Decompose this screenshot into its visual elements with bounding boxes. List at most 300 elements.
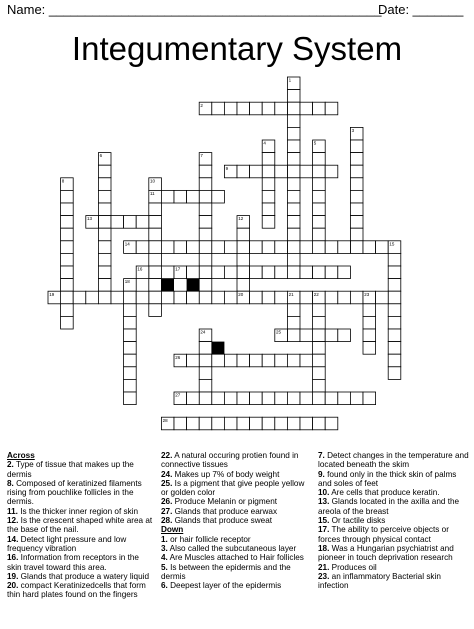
grid-cell[interactable] bbox=[224, 417, 237, 430]
clue-number: 9. bbox=[318, 469, 325, 479]
clue-number-label: 18 bbox=[124, 279, 130, 285]
grid-cell[interactable] bbox=[300, 102, 313, 115]
grid-cell[interactable] bbox=[300, 165, 313, 178]
grid-cell[interactable] bbox=[262, 392, 275, 405]
clue-item bbox=[318, 544, 470, 563]
grid-cell[interactable] bbox=[199, 203, 212, 216]
grid-cell[interactable] bbox=[212, 190, 225, 203]
clue-number-label: 3 bbox=[351, 128, 355, 133]
grid-cell[interactable] bbox=[61, 253, 74, 266]
grid-cell[interactable] bbox=[149, 253, 162, 266]
grid-cell[interactable] bbox=[98, 266, 111, 279]
grid-cell[interactable] bbox=[262, 203, 275, 216]
grid-cell[interactable] bbox=[61, 266, 74, 279]
grid-cell[interactable] bbox=[313, 417, 326, 430]
grid-cell[interactable] bbox=[199, 367, 212, 380]
grid-cell[interactable] bbox=[124, 316, 137, 329]
grid-cell[interactable] bbox=[287, 165, 300, 178]
clue-number: 1. bbox=[161, 534, 168, 544]
clue-number-label: 11 bbox=[150, 191, 155, 196]
grid-cell[interactable] bbox=[250, 354, 263, 367]
grid-cell[interactable] bbox=[124, 291, 137, 304]
grid-cell[interactable] bbox=[287, 90, 300, 103]
grid-cell[interactable] bbox=[388, 354, 401, 367]
grid-cell[interactable] bbox=[199, 178, 212, 191]
down-clue-list-continued bbox=[318, 451, 470, 590]
grid-cell[interactable] bbox=[287, 140, 300, 153]
grid-cell[interactable] bbox=[124, 392, 137, 405]
grid-cell[interactable] bbox=[250, 291, 263, 304]
grid-cell[interactable] bbox=[98, 253, 111, 266]
grid-cell[interactable] bbox=[287, 241, 300, 254]
grid-cell[interactable] bbox=[61, 216, 74, 229]
grid-cell[interactable] bbox=[237, 417, 250, 430]
grid-cell[interactable] bbox=[124, 329, 137, 342]
grid-cell[interactable] bbox=[325, 102, 338, 115]
grid-cell[interactable] bbox=[73, 291, 86, 304]
grid-cell[interactable] bbox=[350, 241, 363, 254]
grid-cell[interactable] bbox=[212, 392, 225, 405]
grid-cell[interactable] bbox=[199, 291, 212, 304]
clue-number: 22. bbox=[161, 451, 173, 460]
grid-cell[interactable] bbox=[388, 342, 401, 355]
grid-cell[interactable] bbox=[250, 102, 263, 115]
grid-cell[interactable] bbox=[313, 228, 326, 241]
grid-cell[interactable] bbox=[136, 241, 149, 254]
clue-item bbox=[318, 488, 470, 497]
grid-cell[interactable] bbox=[325, 392, 338, 405]
clue-text: Glands that produce a watery liquid bbox=[18, 571, 150, 581]
clue-number: 24. bbox=[161, 469, 173, 479]
clue-number: 26. bbox=[161, 497, 173, 507]
clue-item bbox=[7, 479, 155, 507]
grid-cell[interactable] bbox=[199, 379, 212, 392]
clue-number-label: 1 bbox=[288, 77, 292, 83]
grid-cell[interactable] bbox=[363, 316, 376, 329]
grid-cell[interactable] bbox=[313, 316, 326, 329]
grid-cell[interactable] bbox=[350, 165, 363, 178]
grid-cell[interactable] bbox=[275, 417, 288, 430]
grid-cell[interactable] bbox=[338, 291, 351, 304]
down-clue-list bbox=[161, 535, 311, 591]
grid-cell[interactable] bbox=[275, 165, 288, 178]
clue-text: compact Keratinizedcells that form thin hard plates found on the fingers bbox=[7, 581, 146, 600]
page-title: Integumentary System bbox=[71, 30, 403, 67]
grid-cell[interactable] bbox=[388, 279, 401, 292]
grid-cell[interactable] bbox=[350, 291, 363, 304]
grid-cell[interactable] bbox=[250, 417, 263, 430]
grid-cell[interactable] bbox=[350, 190, 363, 203]
grid-cell[interactable] bbox=[313, 392, 326, 405]
grid-cell[interactable] bbox=[287, 115, 300, 128]
grid-cell[interactable] bbox=[388, 316, 401, 329]
grid-cell[interactable] bbox=[224, 102, 237, 115]
grid-cell[interactable] bbox=[338, 266, 351, 279]
date-field-label: Date: _______ bbox=[378, 2, 464, 17]
grid-cell[interactable] bbox=[174, 190, 187, 203]
grid-cell[interactable] bbox=[224, 354, 237, 367]
grid-cell[interactable] bbox=[388, 304, 401, 317]
grid-cell[interactable] bbox=[363, 329, 376, 342]
grid-cell[interactable] bbox=[124, 354, 137, 367]
grid-cell[interactable] bbox=[313, 216, 326, 229]
grid-cell[interactable] bbox=[350, 203, 363, 216]
grid-cell[interactable] bbox=[161, 291, 174, 304]
grid-cell[interactable] bbox=[300, 392, 313, 405]
grid-cell[interactable] bbox=[363, 241, 376, 254]
clue-text: or hair follicle receptor bbox=[167, 534, 251, 544]
grid-cell[interactable] bbox=[98, 190, 111, 203]
clue-text: Information from receptors in the skin travel toward this area. bbox=[7, 553, 139, 572]
grid-cell[interactable] bbox=[187, 266, 200, 279]
clue-text: Was a Hungarian psychiatrist and pioneer in touch deprivation research bbox=[318, 543, 454, 563]
grid-cell[interactable] bbox=[61, 316, 74, 329]
clue-number-label: 14 bbox=[124, 241, 130, 247]
grid-cell[interactable] bbox=[237, 392, 250, 405]
across-heading: Across bbox=[7, 451, 35, 460]
grid-cell[interactable] bbox=[124, 216, 137, 229]
grid-cell[interactable] bbox=[98, 216, 111, 229]
grid-cell[interactable] bbox=[187, 354, 200, 367]
grid-cell[interactable] bbox=[376, 241, 389, 254]
grid-cell[interactable] bbox=[224, 392, 237, 405]
grid-cell[interactable] bbox=[136, 216, 149, 229]
grid-cell[interactable] bbox=[350, 140, 363, 153]
grid-cell[interactable] bbox=[61, 291, 74, 304]
grid-cell[interactable] bbox=[287, 178, 300, 191]
clue-item bbox=[318, 470, 470, 489]
grid-cell[interactable] bbox=[237, 165, 250, 178]
grid-cell[interactable] bbox=[161, 241, 174, 254]
grid-cell[interactable] bbox=[61, 228, 74, 241]
grid-cell[interactable] bbox=[262, 241, 275, 254]
grid-cell[interactable] bbox=[61, 279, 74, 292]
grid-cell[interactable] bbox=[287, 329, 300, 342]
grid-cell[interactable] bbox=[275, 291, 288, 304]
grid-cell[interactable] bbox=[237, 266, 250, 279]
grid-cell[interactable] bbox=[338, 329, 351, 342]
grid-cell[interactable] bbox=[224, 291, 237, 304]
grid-cell[interactable] bbox=[199, 228, 212, 241]
grid-cell[interactable] bbox=[98, 165, 111, 178]
grid-cell[interactable] bbox=[325, 329, 338, 342]
grid-cell[interactable] bbox=[287, 102, 300, 115]
grid-cell[interactable] bbox=[237, 354, 250, 367]
grid-cell[interactable] bbox=[98, 279, 111, 292]
grid-cell[interactable] bbox=[313, 367, 326, 380]
clue-item bbox=[161, 470, 311, 479]
grid-cell[interactable] bbox=[98, 291, 111, 304]
grid-cell[interactable] bbox=[287, 127, 300, 140]
grid-cell[interactable] bbox=[300, 329, 313, 342]
grid-cell[interactable] bbox=[287, 253, 300, 266]
grid-cell[interactable] bbox=[262, 417, 275, 430]
clue-item bbox=[7, 460, 155, 479]
clue-number: 20. bbox=[7, 581, 19, 591]
grid-cell[interactable] bbox=[98, 228, 111, 241]
grid-cell[interactable] bbox=[199, 241, 212, 254]
grid-cell[interactable] bbox=[313, 203, 326, 216]
grid-cell[interactable] bbox=[287, 216, 300, 229]
grid-cell[interactable] bbox=[313, 165, 326, 178]
grid-cell[interactable] bbox=[388, 266, 401, 279]
grid-cell[interactable] bbox=[199, 216, 212, 229]
grid-cell[interactable] bbox=[250, 392, 263, 405]
clue-item bbox=[161, 535, 311, 544]
grid-cell[interactable] bbox=[199, 392, 212, 405]
clue-item bbox=[161, 581, 311, 590]
grid-cell[interactable] bbox=[287, 316, 300, 329]
clue-text: Detect changes in the temperature and located beneath the skim bbox=[318, 451, 469, 470]
clue-number: 6. bbox=[161, 581, 168, 591]
clue-number-label: 4 bbox=[263, 140, 266, 146]
clue-number-label: 24 bbox=[200, 329, 206, 335]
grid-cell[interactable] bbox=[237, 102, 250, 115]
grid-cell[interactable] bbox=[275, 266, 288, 279]
grid-cell[interactable] bbox=[262, 102, 275, 115]
clue-item bbox=[318, 525, 470, 544]
grid-cell[interactable] bbox=[262, 266, 275, 279]
grid-cell[interactable] bbox=[313, 342, 326, 355]
grid-cell[interactable] bbox=[313, 379, 326, 392]
grid-cell[interactable] bbox=[124, 367, 137, 380]
grid-cell[interactable] bbox=[325, 266, 338, 279]
grid-cell[interactable] bbox=[149, 228, 162, 241]
grid-cell[interactable] bbox=[250, 266, 263, 279]
clue-number-label: 17 bbox=[175, 266, 181, 272]
grid-cell[interactable] bbox=[149, 203, 162, 216]
grid-cell[interactable] bbox=[149, 216, 162, 229]
grid-cell[interactable] bbox=[187, 190, 200, 203]
grid-cell[interactable] bbox=[350, 216, 363, 229]
grid-cell[interactable] bbox=[325, 291, 338, 304]
grid-cell[interactable] bbox=[300, 291, 313, 304]
grid-cell[interactable] bbox=[98, 203, 111, 216]
clue-text: Produce Melanin or pigment bbox=[172, 497, 278, 507]
grid-cell[interactable] bbox=[262, 216, 275, 229]
clue-number: 11. bbox=[7, 506, 18, 516]
grid-cell[interactable] bbox=[61, 304, 74, 317]
grid-cell[interactable] bbox=[199, 279, 212, 292]
grid-cell[interactable] bbox=[199, 266, 212, 279]
clue-item bbox=[161, 563, 311, 582]
grid-cell[interactable] bbox=[275, 354, 288, 367]
clue-item bbox=[7, 553, 155, 572]
grid-cell[interactable] bbox=[149, 266, 162, 279]
grid-cell[interactable] bbox=[350, 153, 363, 166]
name-field-label: Name: ______________________________________________ bbox=[7, 2, 382, 17]
grid-cell[interactable] bbox=[262, 178, 275, 191]
grid-cell[interactable] bbox=[61, 190, 74, 203]
grid-cell[interactable] bbox=[388, 291, 401, 304]
grid-cell[interactable] bbox=[363, 304, 376, 317]
grid-cell[interactable] bbox=[287, 392, 300, 405]
grid-cell[interactable] bbox=[199, 417, 212, 430]
grid-cell[interactable] bbox=[161, 266, 174, 279]
clue-number: 7. bbox=[318, 451, 325, 460]
clue-number-label: 7 bbox=[200, 153, 203, 159]
grid-cell[interactable] bbox=[237, 279, 250, 292]
clue-text: Also called the subcutaneous layer bbox=[167, 543, 297, 553]
grid-cell[interactable] bbox=[86, 291, 99, 304]
grid-cell[interactable] bbox=[388, 253, 401, 266]
grid-cell[interactable] bbox=[237, 241, 250, 254]
grid-cell[interactable] bbox=[174, 241, 187, 254]
grid-cell[interactable] bbox=[98, 241, 111, 254]
grid-cell[interactable] bbox=[313, 102, 326, 115]
grid-cell[interactable] bbox=[313, 190, 326, 203]
clue-item bbox=[7, 516, 155, 535]
grid-cell[interactable] bbox=[287, 228, 300, 241]
clues-column-3 bbox=[318, 451, 470, 590]
grid-cell[interactable] bbox=[313, 153, 326, 166]
grid-cell[interactable] bbox=[187, 241, 200, 254]
grid-cell[interactable] bbox=[325, 417, 338, 430]
grid-cell[interactable] bbox=[199, 253, 212, 266]
clue-item bbox=[7, 507, 155, 516]
grid-cell[interactable] bbox=[212, 291, 225, 304]
grid-cell[interactable] bbox=[262, 291, 275, 304]
grid-cell[interactable] bbox=[61, 241, 74, 254]
grid-cell[interactable] bbox=[275, 102, 288, 115]
clue-number-label: 22 bbox=[313, 291, 319, 297]
grid-cell[interactable] bbox=[313, 178, 326, 191]
grid-cell[interactable] bbox=[224, 241, 237, 254]
grid-cell[interactable] bbox=[287, 203, 300, 216]
grid-cell[interactable] bbox=[313, 241, 326, 254]
grid-cell[interactable] bbox=[313, 354, 326, 367]
grid-cell[interactable] bbox=[287, 153, 300, 166]
grid-cell[interactable] bbox=[313, 266, 326, 279]
grid-cell[interactable] bbox=[149, 304, 162, 317]
clue-item bbox=[161, 507, 311, 516]
grid-cell[interactable] bbox=[149, 241, 162, 254]
clue-text: Type of tissue that makes up the dermis bbox=[7, 460, 134, 479]
clue-number-label: 26 bbox=[175, 354, 181, 360]
black-square bbox=[212, 342, 225, 355]
grid-cell[interactable] bbox=[174, 417, 187, 430]
clue-text: Produces oil bbox=[329, 562, 377, 572]
grid-cell[interactable] bbox=[287, 266, 300, 279]
grid-cell[interactable] bbox=[124, 342, 137, 355]
grid-cell[interactable] bbox=[275, 392, 288, 405]
grid-cell[interactable] bbox=[287, 190, 300, 203]
clue-item bbox=[161, 451, 311, 470]
grid-cell[interactable] bbox=[300, 266, 313, 279]
grid-cell[interactable] bbox=[161, 190, 174, 203]
grid-cell[interactable] bbox=[300, 354, 313, 367]
grid-cell[interactable] bbox=[187, 291, 200, 304]
grid-cell[interactable] bbox=[136, 291, 149, 304]
grid-cell[interactable] bbox=[325, 241, 338, 254]
grid-cell[interactable] bbox=[300, 241, 313, 254]
grid-cell[interactable] bbox=[224, 266, 237, 279]
grid-cell[interactable] bbox=[287, 304, 300, 317]
grid-cell[interactable] bbox=[111, 216, 124, 229]
clue-number-label: 6 bbox=[99, 153, 103, 159]
grid-cell[interactable] bbox=[287, 417, 300, 430]
grid-cell[interactable] bbox=[313, 329, 326, 342]
grid-cell[interactable] bbox=[212, 266, 225, 279]
grid-cell[interactable] bbox=[262, 354, 275, 367]
grid-cell[interactable] bbox=[124, 379, 137, 392]
grid-cell[interactable] bbox=[313, 304, 326, 317]
clue-number-label: 2 bbox=[200, 102, 203, 108]
grid-cell[interactable] bbox=[212, 417, 225, 430]
grid-cell[interactable] bbox=[61, 203, 74, 216]
clue-text: Is the thicker inner region of skin bbox=[17, 506, 139, 516]
grid-cell[interactable] bbox=[199, 354, 212, 367]
grid-cell[interactable] bbox=[275, 241, 288, 254]
grid-cell[interactable] bbox=[325, 165, 338, 178]
grid-cell[interactable] bbox=[212, 102, 225, 115]
clue-text: Is the crescent shaped white area at the base of the nail. bbox=[7, 516, 153, 535]
grid-cell[interactable] bbox=[300, 417, 313, 430]
black-square bbox=[187, 279, 200, 292]
clue-number-label: 28 bbox=[162, 417, 168, 423]
grid-cell[interactable] bbox=[388, 329, 401, 342]
grid-cell[interactable] bbox=[149, 291, 162, 304]
grid-cell[interactable] bbox=[250, 165, 263, 178]
grid-cell[interactable] bbox=[111, 291, 124, 304]
grid-cell[interactable] bbox=[338, 241, 351, 254]
grid-cell[interactable] bbox=[388, 367, 401, 380]
grid-cell[interactable] bbox=[199, 165, 212, 178]
grid-cell[interactable] bbox=[212, 354, 225, 367]
black-square bbox=[161, 279, 174, 292]
grid-cell[interactable] bbox=[212, 241, 225, 254]
grid-cell[interactable] bbox=[363, 392, 376, 405]
clue-number: 17. bbox=[318, 525, 330, 535]
grid-cell[interactable] bbox=[287, 354, 300, 367]
grid-cell[interactable] bbox=[350, 392, 363, 405]
clue-number: 15. bbox=[318, 516, 330, 526]
grid-cell[interactable] bbox=[124, 304, 137, 317]
clue-number: 21. bbox=[318, 562, 330, 572]
grid-cell[interactable] bbox=[363, 342, 376, 355]
clue-number-label: 5 bbox=[313, 140, 317, 146]
clue-item bbox=[161, 553, 311, 562]
clue-number: 13. bbox=[318, 497, 330, 507]
grid-cell[interactable] bbox=[250, 241, 263, 254]
grid-cell[interactable] bbox=[237, 253, 250, 266]
clue-text: Are cells that produce keratin. bbox=[329, 488, 440, 498]
clue-number: 10. bbox=[318, 488, 330, 498]
grid-cell[interactable] bbox=[98, 178, 111, 191]
grid-cell[interactable] bbox=[350, 228, 363, 241]
grid-cell[interactable] bbox=[187, 392, 200, 405]
grid-cell[interactable] bbox=[262, 190, 275, 203]
clue-text: Detect light pressure and low frequency vibration bbox=[7, 534, 127, 553]
grid-cell[interactable] bbox=[350, 178, 363, 191]
grid-cell[interactable] bbox=[187, 417, 200, 430]
clue-item bbox=[318, 516, 470, 525]
grid-cell[interactable] bbox=[338, 392, 351, 405]
grid-cell[interactable] bbox=[262, 153, 275, 166]
grid-cell[interactable] bbox=[376, 291, 389, 304]
clue-number: 3. bbox=[161, 543, 168, 553]
grid-cell[interactable] bbox=[149, 279, 162, 292]
grid-cell[interactable] bbox=[237, 228, 250, 241]
clue-text: The ability to perceive objects or forces through physical contact bbox=[318, 525, 449, 544]
grid-cell[interactable] bbox=[174, 291, 187, 304]
grid-cell[interactable] bbox=[199, 190, 212, 203]
grid-cell[interactable] bbox=[262, 165, 275, 178]
clue-number-label: 25 bbox=[276, 329, 282, 335]
grid-cell[interactable] bbox=[199, 342, 212, 355]
clue-number-label: 12 bbox=[238, 216, 244, 222]
clue-item bbox=[318, 563, 470, 572]
